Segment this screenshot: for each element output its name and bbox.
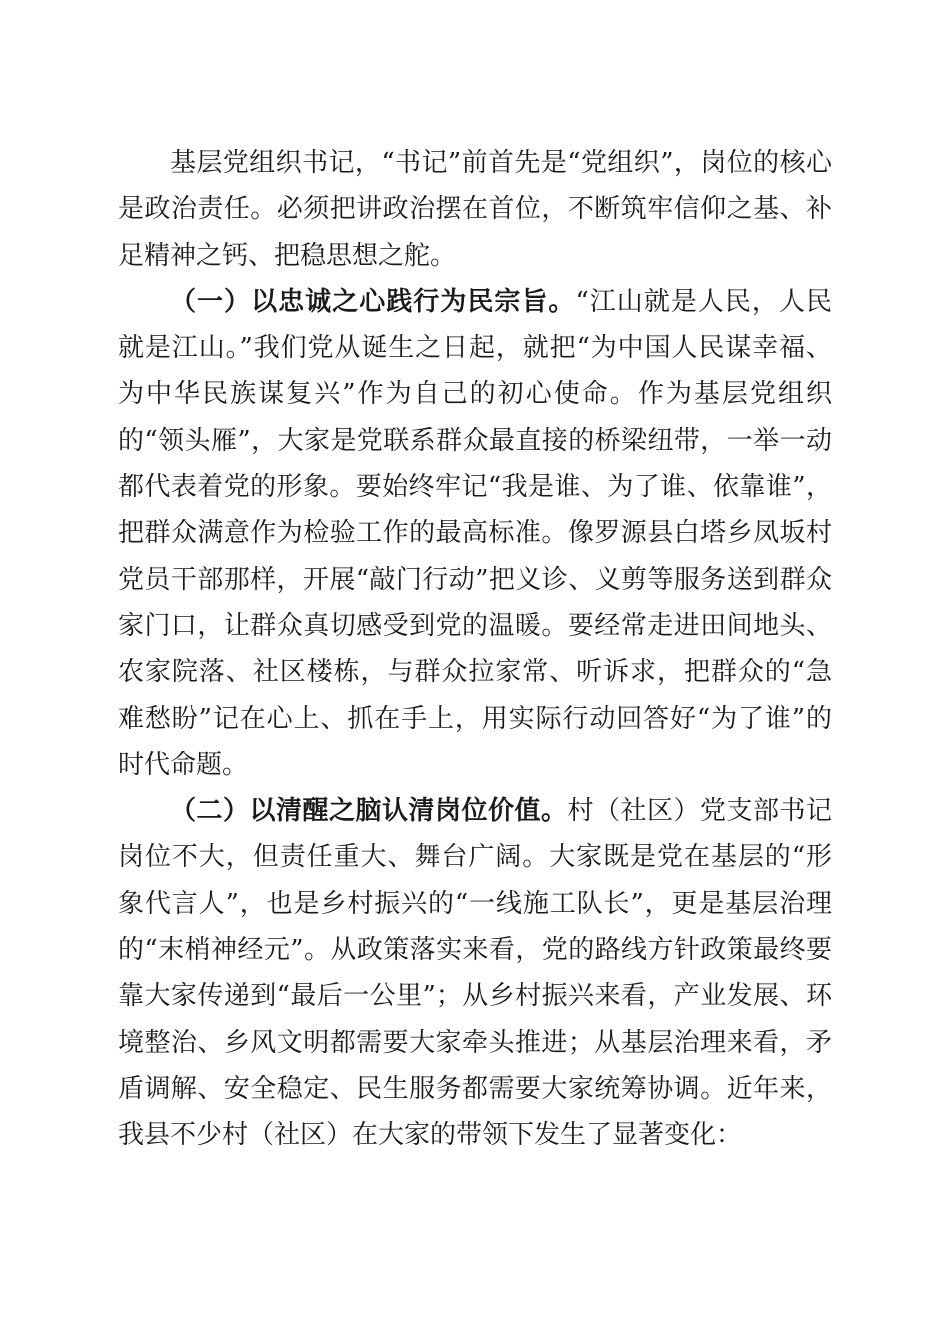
- section-2-heading: （二）以清醒之脑认清岗位价值。: [170, 796, 568, 827]
- paragraph-section-1: [118, 279, 832, 788]
- section-1-text: “江山就是人民，人民就是江山。”我们党从诞生之日起，就把“为中国人民谋幸福、为中华民族谋复兴”作为自己的初心使命。作为基层党组织的“领头雁”，大家是党联系群众最直接的桥梁纽带，一举一动都代表着党的形象。要始终牢记“我是谁、为了谁、依靠谁”，把群众满意作为检验工作的最高标准。像罗源县白塔乡凤坂村党员干部那样，开展“敲门行动”把义诊、义剪等服务送到群众家门口，让群众真切感受到党的温暖。要经常走进田间地头、农家院落、社区楼栋，与群众拉家常、听诉求，把群众的“急难愁盼”记在心上、抓在手上，用实际行动回答好“为了谁”的时代命题。: [118, 286, 832, 780]
- section-1-heading: （一）以忠诚之心践行为民宗旨。: [170, 286, 576, 317]
- document-body: [118, 140, 832, 1159]
- paragraph-intro: [118, 140, 832, 279]
- paragraph-intro-text: 基层党组织书记，“书记”前首先是“党组织”，岗位的核心是政治责任。必须把讲政治摆在首位，不断筑牢信仰之基、补足精神之钙、把稳思想之舵。: [118, 148, 832, 271]
- section-2-text: 村（社区）党支部书记岗位不大，但责任重大、舞台广阔。大家既是党在基层的“形象代言人”，也是乡村振兴的“一线施工队长”，更是基层治理的“末梢神经元”。从政策落实来看，党的路线方针政策最终要靠大家传递到“最后一公里”；从乡村振兴来看，产业发展、环境整治、乡风文明都需要大家牵头推进；从基层治理来看，矛盾调解、安全稳定、民生服务都需要大家统筹协调。近年来，我县不少村（社区）在大家的带领下发生了显著变化：: [118, 796, 832, 1151]
- paragraph-section-2: [118, 788, 832, 1158]
